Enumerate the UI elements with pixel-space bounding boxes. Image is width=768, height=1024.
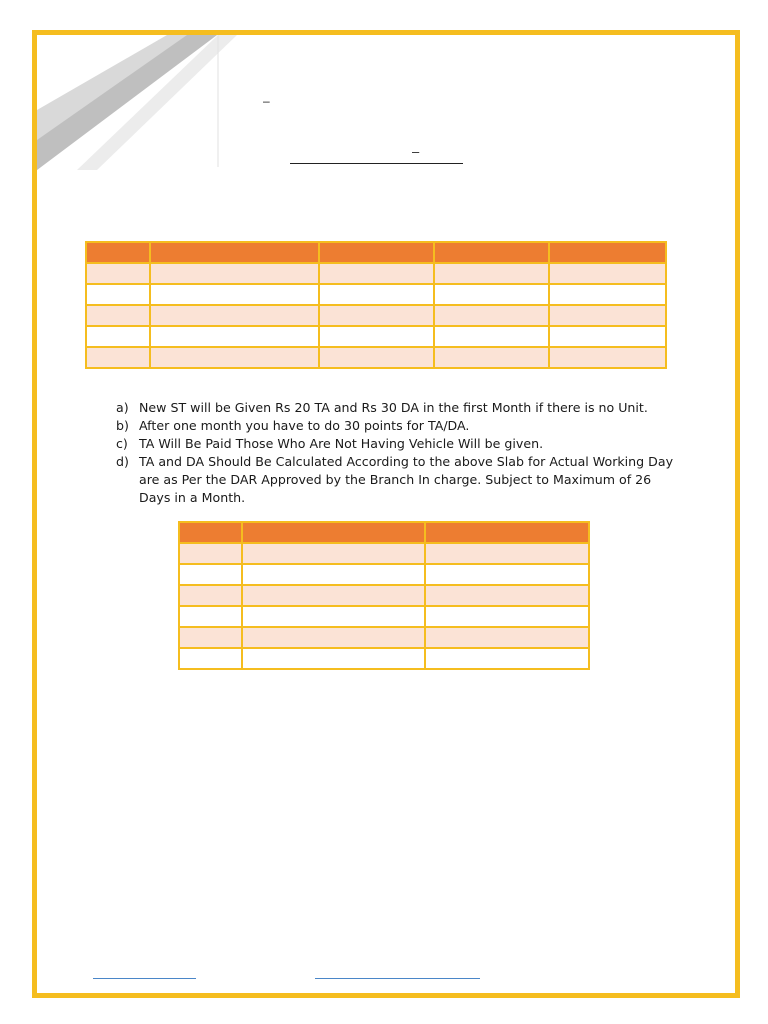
table-header-cell — [425, 522, 589, 543]
table-cell — [86, 305, 150, 326]
table-header-cell — [319, 242, 434, 263]
table-cell — [86, 284, 150, 305]
table-cell — [434, 263, 549, 284]
table-cell — [549, 263, 666, 284]
table-cell — [150, 326, 319, 347]
table-cell — [242, 648, 425, 669]
table-cell — [434, 284, 549, 305]
table-cell — [425, 606, 589, 627]
table-header-cell — [86, 242, 150, 263]
page-border — [32, 30, 740, 998]
list-item — [116, 399, 676, 417]
table-cell — [150, 284, 319, 305]
footer-link-line[interactable] — [315, 978, 480, 979]
table-cell — [179, 585, 242, 606]
footer-link-line[interactable] — [93, 978, 196, 979]
table-cell — [425, 648, 589, 669]
table-cell — [242, 564, 425, 585]
table-row — [179, 585, 589, 606]
notes-list — [116, 399, 676, 507]
table-cell — [179, 606, 242, 627]
table-header-cell — [549, 242, 666, 263]
list-text: New ST will be Given Rs 20 TA and Rs 30 DA in the first Month if there is no Unit. — [139, 400, 648, 415]
list-item — [116, 453, 676, 507]
table-header-cell — [179, 522, 242, 543]
list-text: TA Will Be Paid Those Who Are Not Having Vehicle Will be given. — [139, 436, 544, 451]
second-table — [178, 521, 590, 670]
table-cell — [319, 305, 434, 326]
table-cell — [549, 284, 666, 305]
title-dash: – — [412, 144, 420, 159]
table-cell — [425, 543, 589, 564]
table-cell — [86, 347, 150, 368]
header-dash: – — [263, 94, 270, 108]
corner-decoration — [37, 35, 237, 170]
table-cell — [179, 648, 242, 669]
table-cell — [242, 585, 425, 606]
table-cell — [319, 347, 434, 368]
list-item — [116, 435, 676, 453]
table-cell — [86, 326, 150, 347]
list-text: After one month you have to do 30 points for TA/DA. — [139, 418, 470, 433]
list-marker: d) — [116, 454, 129, 469]
table-cell — [150, 305, 319, 326]
table-cell — [434, 347, 549, 368]
table-header-cell — [242, 522, 425, 543]
table-cell — [549, 305, 666, 326]
table-row — [86, 305, 666, 326]
table-cell — [434, 305, 549, 326]
table-header-cell — [434, 242, 549, 263]
list-text: TA and DA Should Be Calculated According to the above Slab for Actual Working Day are as Per the DAR Approved by the Branch In charge. Subject to Maximum of 26 Days in a Month. — [139, 454, 674, 505]
table-cell — [86, 263, 150, 284]
table-row — [86, 284, 666, 305]
table-row — [179, 627, 589, 648]
table-row — [179, 606, 589, 627]
list-item — [116, 417, 676, 435]
table-row — [179, 564, 589, 585]
table-cell — [425, 585, 589, 606]
table-cell — [549, 326, 666, 347]
table-cell — [242, 627, 425, 648]
table-header-row — [179, 522, 589, 543]
table-row — [86, 326, 666, 347]
title-underline — [290, 144, 463, 164]
allowance-slab-table — [85, 241, 667, 369]
table-cell — [434, 326, 549, 347]
table-header-row — [86, 242, 666, 263]
table-cell — [150, 347, 319, 368]
table-header-cell — [150, 242, 319, 263]
table-cell — [425, 627, 589, 648]
table-cell — [549, 347, 666, 368]
table-cell — [319, 326, 434, 347]
table-cell — [179, 564, 242, 585]
table-cell — [179, 543, 242, 564]
table-row — [179, 543, 589, 564]
table-cell — [319, 284, 434, 305]
list-marker: c) — [116, 436, 128, 451]
table-cell — [242, 543, 425, 564]
list-marker: b) — [116, 418, 129, 433]
table-row — [86, 347, 666, 368]
table-cell — [319, 263, 434, 284]
list-marker: a) — [116, 400, 129, 415]
table-cell — [179, 627, 242, 648]
table-cell — [425, 564, 589, 585]
table-row — [86, 263, 666, 284]
table-cell — [242, 606, 425, 627]
table-row — [179, 648, 589, 669]
table-cell — [150, 263, 319, 284]
